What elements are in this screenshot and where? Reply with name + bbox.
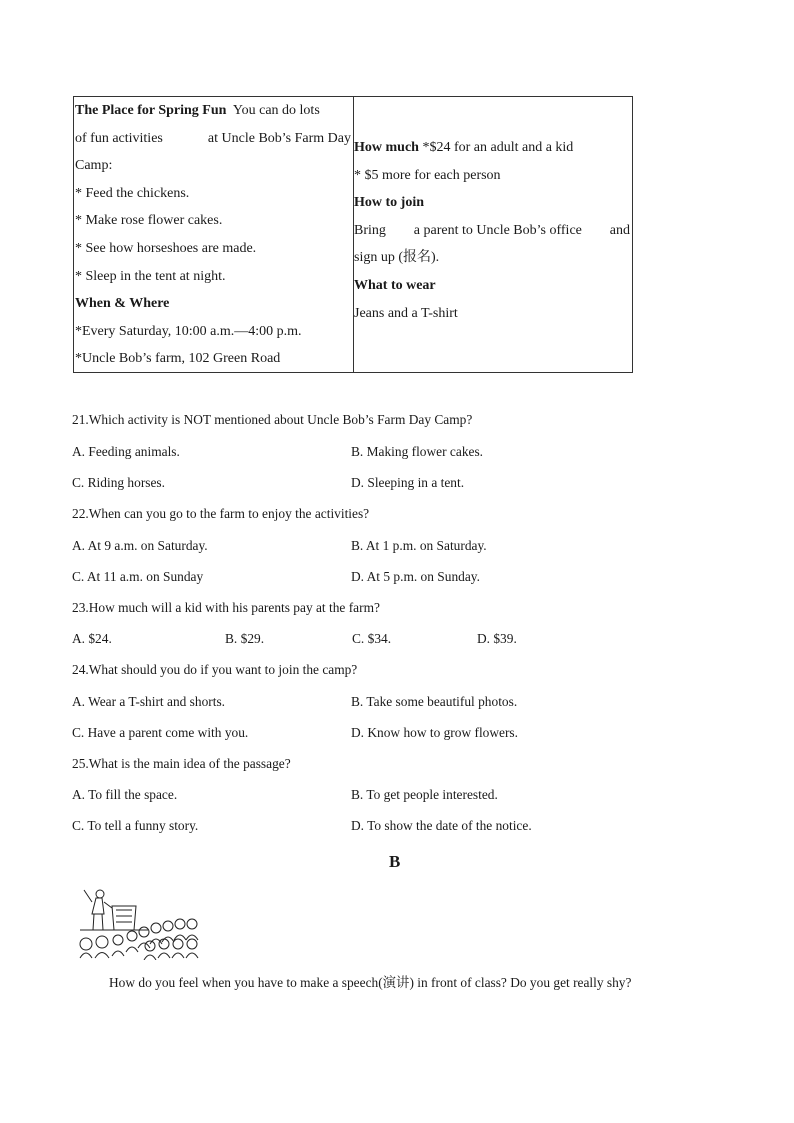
notice-title: The Place for Spring Fun bbox=[75, 103, 227, 118]
question-text: What is the main idea of the passage? bbox=[88, 756, 291, 771]
option-b: B. Take some beautiful photos. bbox=[351, 694, 518, 709]
join-fragment: a parent to Uncle Bob’s office bbox=[413, 222, 582, 238]
question-number: 21. bbox=[72, 412, 89, 427]
how-much-value: *$24 for an adult and a kid bbox=[422, 140, 574, 155]
question-number: 23. bbox=[72, 600, 89, 615]
option-c: C. Have a parent come with you. bbox=[72, 725, 249, 740]
when-text: *Every Saturday, 10:00 a.m.—4:00 p.m. bbox=[75, 323, 302, 339]
option-b: B. $29. bbox=[225, 631, 265, 646]
question-text: What should you do if you want to join the camp? bbox=[88, 662, 358, 677]
when-where-heading: When & Where bbox=[75, 296, 170, 312]
question-21 bbox=[72, 412, 472, 428]
question-23 bbox=[72, 600, 380, 616]
option-b: B. At 1 p.m. on Saturday. bbox=[351, 538, 487, 553]
option-c: C. At 11 a.m. on Sunday bbox=[72, 569, 204, 584]
option-d: D. Sleeping in a tent. bbox=[351, 475, 465, 490]
option-d: D. To show the date of the notice. bbox=[351, 818, 532, 833]
notice-intro-line2 bbox=[75, 125, 353, 153]
join-fragment: Bring bbox=[354, 222, 386, 238]
join-line2: sign up (报名). bbox=[354, 250, 440, 266]
notice-table bbox=[73, 96, 633, 373]
activity-item: * See how horseshoes are made. bbox=[75, 240, 257, 256]
option-a: A. Wear a T-shirt and shorts. bbox=[72, 694, 226, 709]
question-25 bbox=[72, 756, 291, 772]
notice-intro-fragment: at Uncle Bob’s Farm Day bbox=[207, 130, 351, 146]
notice-intro-line3: Camp: bbox=[75, 158, 113, 174]
extra-cost: * $5 more for each person bbox=[354, 167, 501, 183]
option-d: D. At 5 p.m. on Sunday. bbox=[351, 569, 480, 584]
notice-intro-text: You can do lots bbox=[232, 103, 320, 118]
speech-illustration bbox=[78, 884, 206, 960]
join-fragment: and bbox=[609, 222, 630, 238]
question-text: When can you go to the farm to enjoy the activities? bbox=[88, 506, 370, 521]
option-c: C. To tell a funny story. bbox=[72, 818, 199, 833]
activity-item: * Feed the chickens. bbox=[75, 185, 190, 201]
option-a: A. To fill the space. bbox=[72, 787, 178, 802]
question-text: How much will a kid with his parents pay at the farm? bbox=[88, 600, 380, 615]
option-a: A. $24. bbox=[72, 631, 112, 646]
option-d: D. Know how to grow flowers. bbox=[351, 725, 518, 740]
what-to-wear-heading: What to wear bbox=[354, 277, 436, 293]
activity-item: * Make rose flower cakes. bbox=[75, 213, 223, 229]
how-much-heading: How much bbox=[354, 140, 419, 155]
question-number: 24. bbox=[72, 662, 89, 677]
how-to-join-heading: How to join bbox=[354, 195, 424, 211]
option-c: C. Riding horses. bbox=[72, 475, 165, 490]
option-d: D. $39. bbox=[477, 631, 517, 646]
option-a: A. At 9 a.m. on Saturday. bbox=[72, 538, 208, 553]
question-22 bbox=[72, 506, 369, 522]
notice-intro-fragment: of fun activities bbox=[75, 130, 163, 146]
option-c: C. $34. bbox=[352, 631, 392, 646]
how-much-line bbox=[354, 134, 632, 162]
option-b: B. To get people interested. bbox=[351, 787, 498, 802]
section-b-paragraph: How do you feel when you have to make a speech(演讲) in front of class? Do you get really shy? bbox=[109, 975, 632, 990]
section-heading: B bbox=[389, 852, 401, 871]
question-number: 25. bbox=[72, 756, 89, 771]
what-to-wear-value: Jeans and a T-shirt bbox=[354, 305, 458, 321]
join-line1 bbox=[354, 217, 632, 245]
notice-right-column bbox=[354, 97, 632, 372]
activity-item: * Sleep in the tent at night. bbox=[75, 268, 226, 284]
where-text: *Uncle Bob’s farm, 102 Green Road bbox=[75, 351, 281, 367]
option-b: B. Making flower cakes. bbox=[351, 444, 484, 459]
notice-left-column bbox=[74, 97, 354, 372]
question-number: 22. bbox=[72, 506, 89, 521]
notice-intro-line1 bbox=[75, 97, 353, 125]
question-24 bbox=[72, 662, 357, 678]
question-text: Which activity is NOT mentioned about Uncle Bob’s Farm Day Camp? bbox=[88, 412, 473, 427]
option-a: A. Feeding animals. bbox=[72, 444, 180, 459]
